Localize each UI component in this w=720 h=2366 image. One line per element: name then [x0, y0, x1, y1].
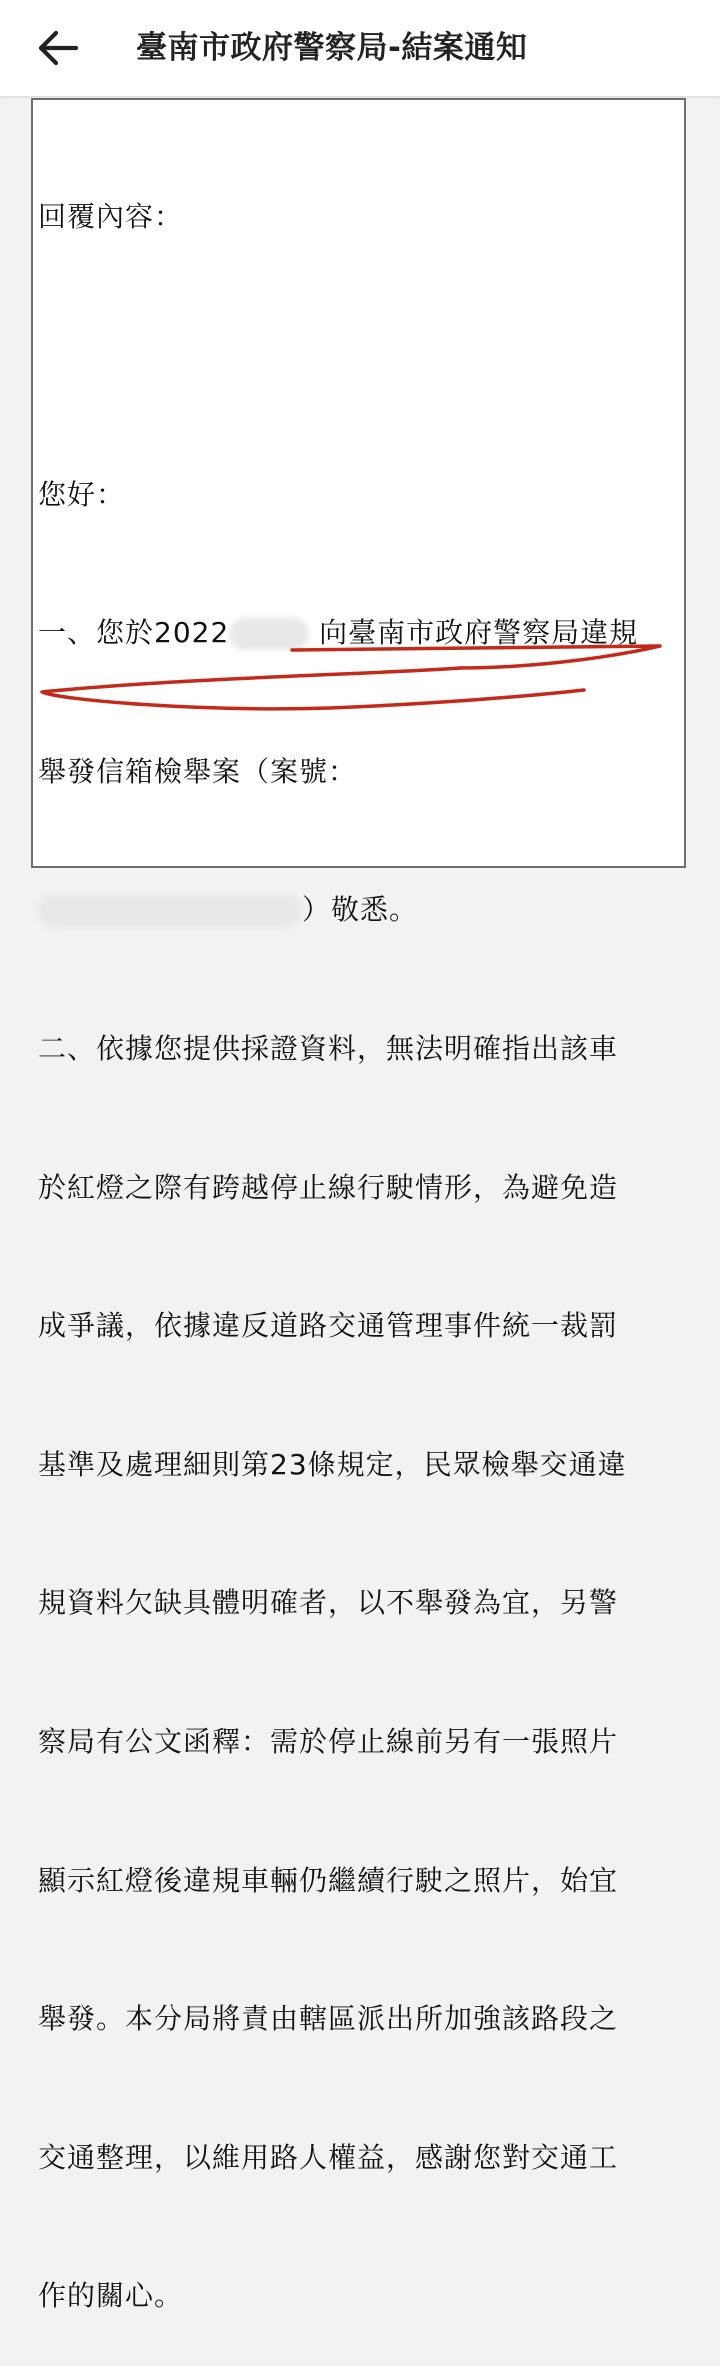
- reply-heading: 回覆內容：: [38, 200, 184, 234]
- paragraph-2-line-8: 舉發。本分局將責由轄區派出所加強該路段之: [38, 2002, 619, 2036]
- paragraph-2-line-9: 交通整理，以維用路人權益，感謝您對交通工: [38, 2140, 619, 2174]
- paragraph-2-line-10: 作的關心。: [38, 2279, 184, 2313]
- p1-line1-end: 向臺南市政府警察局違規: [309, 616, 639, 650]
- back-button[interactable]: [30, 22, 86, 74]
- blank-line: [38, 333, 678, 379]
- paragraph-2-line-4: 基準及處理細則第23條規定，民眾檢舉交通違: [38, 1447, 627, 1481]
- paragraph-2-line-1: 二、依據您提供採證資料，無法明確指出該車: [38, 1031, 619, 1065]
- paragraph-1-line-1: [38, 610, 678, 656]
- paragraph-2-line-5: 規資料欠缺具體明確者，以不舉發為宜，另警: [38, 1586, 619, 1620]
- arrow-left-icon: [36, 26, 80, 70]
- redacted-date: [229, 618, 309, 650]
- paragraph-1-line-3: [38, 887, 678, 933]
- p1-line1-start: 一、您於2022: [38, 616, 230, 650]
- greeting: 您好：: [38, 477, 126, 511]
- page-title: 臺南市政府警察局-結案通知: [136, 30, 528, 66]
- paragraph-2-line-3: 成爭議，依據違反道路交通管理事件統一裁罰: [38, 1309, 619, 1343]
- paragraph-2-line-2: 於紅燈之際有跨越停止線行駛情形，為避免造: [38, 1170, 619, 1204]
- redacted-case-number: [38, 894, 302, 928]
- paragraph-1-line-2: 舉發信箱檢舉案（案號：: [38, 754, 358, 788]
- paragraph-2-line-7: 顯示紅燈後違規車輛仍繼續行駛之照片，始宜: [38, 1863, 619, 1897]
- p1-line3-end: ）敬悉。: [302, 893, 419, 927]
- paragraph-2-line-6: 察局有公文函釋：需於停止線前另有一張照片: [38, 1724, 619, 1758]
- reply-content: [38, 102, 678, 2366]
- app-bar: [0, 0, 720, 96]
